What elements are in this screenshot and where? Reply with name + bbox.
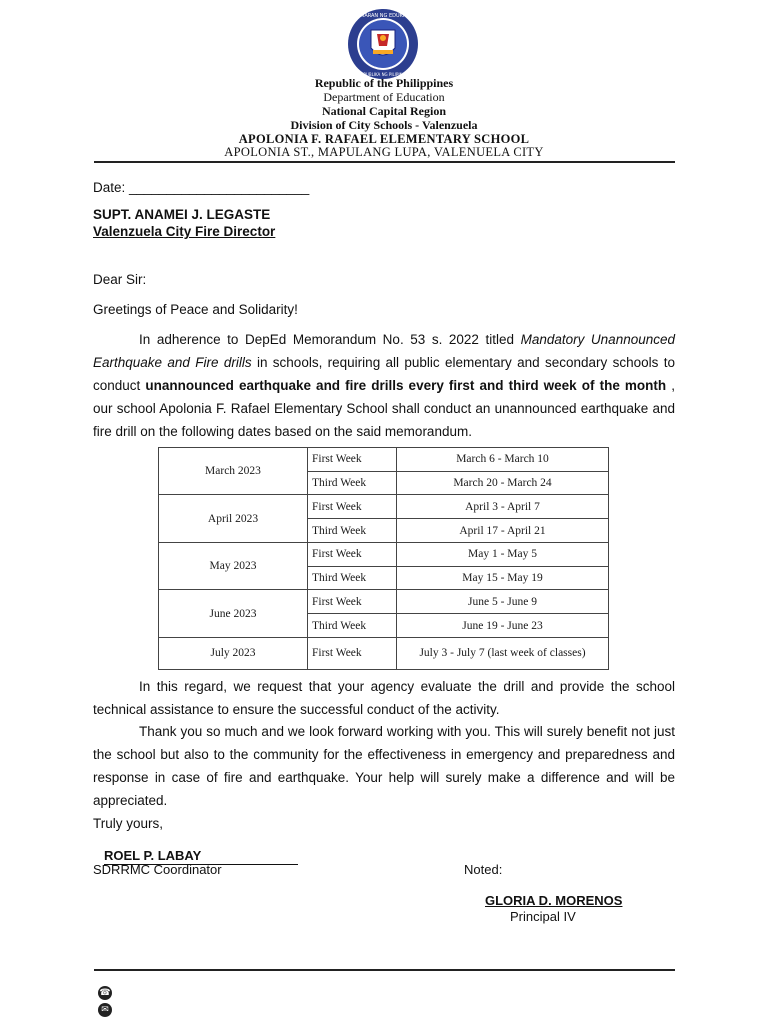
schedule-dates: March 6 - March 10 xyxy=(397,448,609,472)
header-republic: Republic of the Philippines xyxy=(314,76,454,90)
schedule-row xyxy=(159,542,609,566)
recipient-title: Valenzuela City Fire Director xyxy=(93,224,276,239)
schedule-week: First Week xyxy=(308,590,397,614)
recipient-name: SUPT. ANAMEI J. LEGASTE xyxy=(93,207,271,222)
memo-title: Mandatory Unannounced Earthquake and Fire drills xyxy=(93,332,675,370)
schedule-week: Third Week xyxy=(308,614,397,638)
greeting: Greetings of Peace and Solidarity! xyxy=(93,302,298,317)
header-region: National Capital Region xyxy=(321,104,446,118)
schedule-dates: May 1 - May 5 xyxy=(397,542,609,566)
schedule-week: First Week xyxy=(308,495,397,519)
schedule-dates: June 5 - June 9 xyxy=(397,590,609,614)
noted-label: Noted: xyxy=(464,862,503,877)
header-division: Division of City Schools - Valenzuela xyxy=(290,118,478,132)
date-line: Date: ________________________ xyxy=(93,180,310,195)
schedule-month: April 2023 xyxy=(159,495,308,542)
schedule-dates: June 19 - June 23 xyxy=(397,614,609,638)
schedule-row xyxy=(159,448,609,472)
schedule-month: May 2023 xyxy=(159,542,308,589)
salutation: Dear Sir: xyxy=(93,272,147,287)
schedule-dates: May 15 - May 19 xyxy=(397,566,609,590)
schedule-month: March 2023 xyxy=(159,448,308,495)
schedule-month: June 2023 xyxy=(159,590,308,637)
schedule-month: July 2023 xyxy=(159,637,308,669)
deped-seal-logo xyxy=(343,8,423,80)
schedule-dates: July 3 - July 7 (last week of classes) xyxy=(397,637,609,669)
noted-title: Principal IV xyxy=(510,909,576,924)
schedule-dates: March 20 - March 24 xyxy=(397,471,609,495)
header-address: APOLONIA ST., MAPULANG LUPA, VALENUELA CITY xyxy=(224,145,544,159)
schedule-week: Third Week xyxy=(308,519,397,543)
email-icon: ✉ xyxy=(98,1003,112,1017)
schedule-row xyxy=(159,637,609,669)
header-department: Department of Education xyxy=(323,90,445,104)
sender-name: ROEL P. LABAY xyxy=(104,848,298,865)
schedule-dates: April 17 - April 21 xyxy=(397,519,609,543)
schedule-row xyxy=(159,590,609,614)
noted-name: GLORIA D. MORENOS xyxy=(485,893,623,908)
seal-text-top: KAGAWARAN NG EDUKASYON xyxy=(346,13,420,19)
schedule-row xyxy=(159,495,609,519)
closing: Truly yours, xyxy=(93,816,164,831)
drill-requirement: unannounced earthquake and fire drills every first and third week of the month xyxy=(145,378,667,393)
schedule-week: First Week xyxy=(308,637,397,669)
footer-divider xyxy=(94,969,675,971)
phone-icon: ☎ xyxy=(99,988,111,998)
seal-text-bottom: REPUBLIKA NG PILIPINAS xyxy=(358,72,408,77)
paragraph-request: In this regard, we request that your agency evaluate the drill and provide the school technical assistance to ensure the successful conduct of the activity. xyxy=(93,679,675,717)
drill-schedule-table xyxy=(158,447,609,670)
paragraph-intro-b: in schools, requiring all public elementary and secondary schools to conduct xyxy=(93,355,675,393)
schedule-week: First Week xyxy=(308,542,397,566)
paragraph-intro-a: In adherence to DepEd Memorandum No. 53 s. 2022 titled xyxy=(139,332,521,347)
paragraph-thanks: Thank you so much and we look forward working with you. This will surely benefit not just the school but also to the community for the effectiveness in emergency and preparedness and response in case of fire and earthquake. Your help will surely make a difference and will be appreciated. xyxy=(93,724,675,808)
schedule-week: Third Week xyxy=(308,566,397,590)
paragraph-intro-c: , our school Apolonia F. Rafael Elementary School shall conduct an unannounced earthquake and fire drill on the following dates based on the said memorandum. xyxy=(93,378,675,439)
schedule-week: Third Week xyxy=(308,471,397,495)
schedule-week: First Week xyxy=(308,448,397,472)
paragraph-intro xyxy=(93,328,675,443)
header-school-name: APOLONIA F. RAFAEL ELEMENTARY SCHOOL xyxy=(238,132,530,146)
sender-title: SDRRMC Coordinator xyxy=(93,862,222,877)
header-divider xyxy=(94,161,675,163)
schedule-dates: April 3 - April 7 xyxy=(397,495,609,519)
